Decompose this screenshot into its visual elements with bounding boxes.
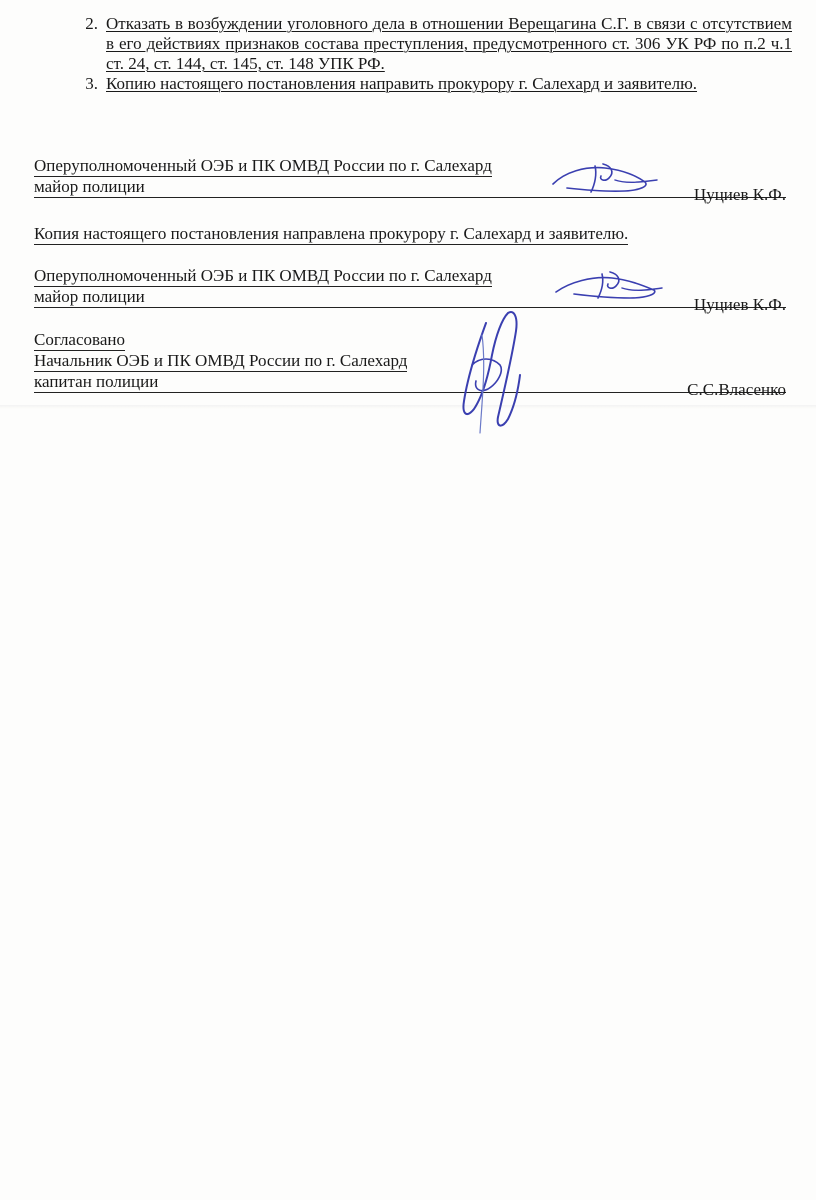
copy-note: Копия настоящего постановления направлена прокурору г. Салехард и заявителю. — [34, 224, 629, 243]
item-number: 2. — [85, 14, 98, 33]
page-fold — [0, 405, 816, 409]
item-number: 3. — [85, 74, 98, 93]
officer-position: Оперуполномоченный ОЭБ и ПК ОМВД России по г. Салехард — [34, 156, 492, 175]
signature-block-1 — [34, 156, 786, 204]
list-item — [40, 14, 792, 74]
signature-line — [34, 177, 786, 204]
approval-block — [34, 330, 786, 399]
officer-name: Цуциев К.Ф. — [693, 295, 786, 314]
resolution-items — [40, 14, 792, 94]
copy-note-block — [34, 224, 786, 245]
signature-line — [34, 372, 786, 399]
item-text: Отказать в возбуждении уголовного дела в отношении Верещагина С.Г. в связи с отсутствием в его действиях признаков состава преступления, предусмотренного ст. 306 УК РФ по п.2 ч.1 ст. 24, ст. 144, ст. 145, ст. 148 УПК РФ. — [106, 14, 792, 73]
approval-label: Согласовано — [34, 330, 125, 349]
item-text: Копию настоящего постановления направить прокурору г. Салехард и заявителю. — [106, 74, 698, 93]
officer-rank: майор полиции — [34, 287, 145, 306]
chief-position: Начальник ОЭБ и ПК ОМВД России по г. Салехард — [34, 351, 408, 370]
chief-rank: капитан полиции — [34, 372, 159, 391]
signature-line — [34, 287, 786, 314]
chief-name: С.С.Власенко — [687, 380, 786, 399]
officer-position: Оперуполномоченный ОЭБ и ПК ОМВД России по г. Салехард — [34, 266, 492, 285]
officer-rank: майор полиции — [34, 177, 145, 196]
signature-block-2 — [34, 266, 786, 314]
officer-name: Цуциев К.Ф. — [693, 185, 786, 204]
list-item — [40, 74, 792, 94]
